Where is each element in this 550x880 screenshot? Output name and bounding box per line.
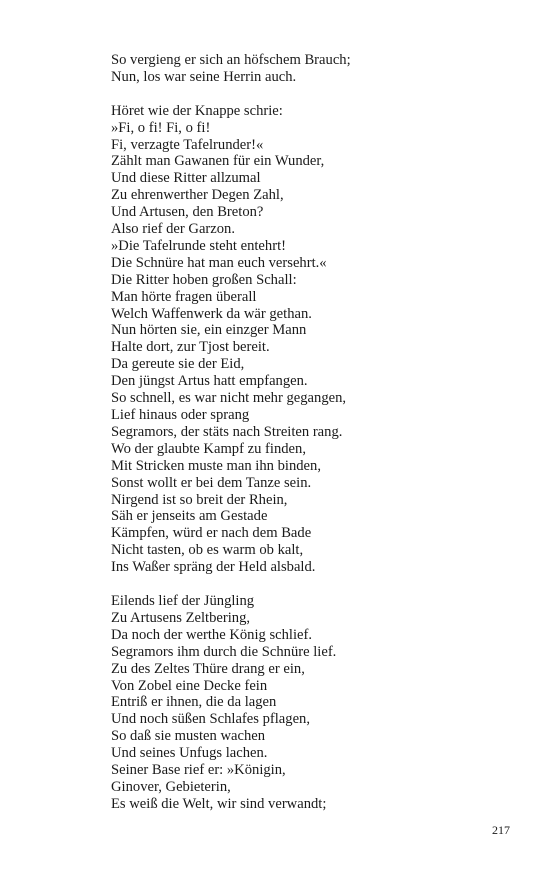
- verse-line: Also rief der Garzon.: [111, 221, 235, 238]
- verse-line: Nirgend ist so breit der Rhein,: [111, 491, 288, 508]
- verse-line: Ginover, Gebieterin,: [111, 778, 231, 795]
- verse-line: Zu Artusens Zeltbering,: [111, 609, 251, 626]
- verse-line: Welch Waffenwerk da wär gethan.: [111, 305, 312, 322]
- poem-text: [111, 52, 511, 813]
- verse-line: Zu ehrenwerther Degen Zahl,: [111, 187, 284, 204]
- verse-line: Zählt man Gawanen für ein Wunder,: [111, 153, 325, 170]
- verse-line: Nun, los war seine Herrin auch.: [111, 68, 297, 85]
- stanza: [111, 593, 511, 813]
- verse-line: So daß sie musten wachen: [111, 728, 266, 745]
- verse-line: Segramors, der stäts nach Streiten rang.: [111, 423, 343, 440]
- verse-line: Man hörte fragen überall: [111, 288, 257, 305]
- verse-line: Und Artusen, den Breton?: [111, 204, 264, 221]
- verse-line: Nun hörten sie, ein einzger Mann: [111, 322, 307, 339]
- verse-line: Eilends lief der Jüngling: [111, 592, 255, 609]
- verse-line: Sonst wollt er bei dem Tanze sein.: [111, 474, 312, 491]
- verse-line: Entriß er ihnen, die da lagen: [111, 694, 277, 711]
- page-number: 217: [492, 823, 510, 837]
- verse-line: »Die Tafelrunde steht entehrt!: [111, 237, 286, 254]
- verse-line: Höret wie der Knappe schrie:: [111, 102, 283, 119]
- verse-line: Fi, verzagte Tafelrunder!«: [111, 136, 264, 153]
- verse-line: Zu des Zeltes Thüre drang er ein,: [111, 660, 305, 677]
- verse-line: Und diese Ritter allzumal: [111, 170, 261, 187]
- verse-line: Ins Waßer spräng der Held alsbald.: [111, 559, 316, 576]
- verse-line: Da noch der werthe König schlief.: [111, 626, 312, 643]
- verse-line: Von Zobel eine Decke fein: [111, 677, 268, 694]
- verse-line: Nicht tasten, ob es warm ob kalt,: [111, 542, 304, 559]
- verse-line: Säh er jenseits am Gestade: [111, 508, 268, 525]
- verse-line: Kämpfen, würd er nach dem Bade: [111, 525, 312, 542]
- verse-line: Es weiß die Welt, wir sind verwandt;: [111, 795, 327, 812]
- verse-line: Und seines Unfugs lachen.: [111, 745, 268, 762]
- verse-line: Lief hinaus oder sprang: [111, 407, 250, 424]
- stanza: [111, 52, 511, 86]
- verse-line: Mit Stricken muste man ihn binden,: [111, 457, 321, 474]
- verse-line: Und noch süßen Schlafes pflagen,: [111, 711, 310, 728]
- stanza: [111, 103, 511, 576]
- verse-line: Halte dort, zur Tjost bereit.: [111, 339, 270, 356]
- verse-line: Segramors ihm durch die Schnüre lief.: [111, 643, 337, 660]
- verse-line: Seiner Base rief er: »Königin,: [111, 762, 286, 779]
- verse-line: »Fi, o fi! Fi, o fi!: [111, 119, 211, 136]
- verse-line: Den jüngst Artus hatt empfangen.: [111, 373, 308, 390]
- verse-line: Die Schnüre hat man euch versehrt.«: [111, 254, 327, 271]
- verse-line: So schnell, es war nicht mehr gegangen,: [111, 390, 347, 407]
- verse-line: So vergieng er sich an höfschem Brauch;: [111, 52, 351, 68]
- verse-line: Die Ritter hoben großen Schall:: [111, 271, 297, 288]
- verse-line: Da gereute sie der Eid,: [111, 356, 245, 373]
- verse-line: Wo der glaubte Kampf zu finden,: [111, 440, 306, 457]
